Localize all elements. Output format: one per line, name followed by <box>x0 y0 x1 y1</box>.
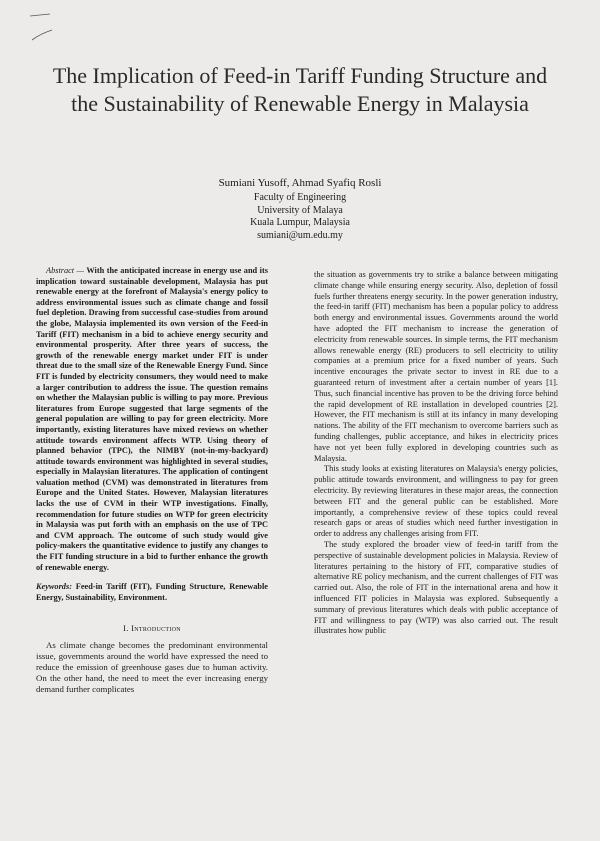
intro-paragraph-1: As climate change becomes the predominant environmental issue, governments around the world have expressed the need to reduce the emission of greenhouse gases due to human activity. On the other hand, the need to meet the ever increasing energy demand further complicates <box>36 640 268 694</box>
pen-scribble-mark <box>28 8 68 48</box>
right-paragraph-3: The study explored the broader view of feed-in tariff from the perspective of sustainable development policies in Malaysia. Review of literatures pertaining to the history of FIT, comparative studies of alternative RE policy mechanism, and the current challenges of FIT was carried out. Also, the role of FIT in the international arena and how it influenced FIT policies in Malaysia was explored. Subsequently a summary of previous literatures which deals with public acceptance of FIT and willingness to pay (WTP) was also carried out. The result illustrates how public <box>314 539 558 636</box>
right-column <box>314 270 558 637</box>
right-paragraph-2: This study looks at existing literatures on Malaysia's energy policies, public attitude towards environment, and willingness to pay for green electricity. By reviewing literatures in these major areas, the connection between FIT and the general public can be established. More importantly, a comprehensive review of these topics could reveal research gaps or areas of studies which need further investigation in order to address any challenges arising from FIT. <box>314 464 558 539</box>
right-paragraph-1: the situation as governments try to strike a balance between mitigating climate change while ensuring energy security. Also, depletion of fossil fuels further threatens energy security. In the power generation industry, the feed-in tariff (FIT) mechanism has been a popular policy to address both energy and environmental issues. Governments around the world have adopted the FIT mechanism to increase the generation of electricity from renewable sources. In simple terms, the FIT mechanism allows renewable energy (RE) producers to sell electricity to utility companies at a premium price for a fixed number of years. Such incentive encourages the private sector to invest in RE due to a guaranteed return of investment after a certain number of years [1]. Thus, such financial incentive has proven to be the driving force behind the rapid development of RE installation in developed countries [2]. However, the FIT mechanism is still at its infancy in many developing nations. The ability of the FIT mechanism to overcome barriers such as funding challenges, public acceptance, and hikes in electricity prices have not yet been fully explored in developing countries such as Malaysia. <box>314 270 558 463</box>
affiliation-city: Kuala Lumpur, Malaysia <box>250 217 350 228</box>
abstract-text: With the anticipated increase in energy use and its implication toward sustainable development, Malaysia has put renewable energy at the forefront of Malaysia's energy policy to address environmental issues such as climate change and fossil fuel depletion. Drawing from successful case-studies from around the globe, Malaysia implemented its own version of the Feed-in Tariff (FIT) mechanism in a bid to achieve energy security and environmental prosperity. After three years of success, the growth of the renewable energy market under FIT is under threat due to the small size of the Renewable Energy Fund. Since FIT is funded by electricity consumers, they would need to make a larger contribution to address the issue. The question remains on whether the Malaysian public is willing to pay more. Previous literatures from Europe suggested that large segments of the general population are willing to pay for green electricity. More importantly, existing literatures have mixed reviews on whether attitude towards environment affects WTP. Using theory of planned behavior (TPC), the NIMBY (not-in-my-backyard) attitude towards environment was highlighted in several studies, especially in Malaysian literatures. The application of contingent valuation method (CVM) was demonstrated in literatures from Europe and the United States. However, Malaysian literatures lacks the use of CVM in their WTP investigations. Finally, recommendation for future studies on WTP for green electricity in Malaysia was put forth with an emphasis on the use of TPC and CVM approach. The outcome of such study would give policy-makers the quantitative evidence to justify any changes to the FIT funding structure in a bid to further enhance the growth of renewable energy. <box>36 266 268 572</box>
paper-title: The Implication of Feed-in Tariff Funding Structure and the Sustainability of Renewable Energy in Malaysia <box>52 63 548 116</box>
author-names: Sumiani Yusoff, Ahmad Syafiq Rosli <box>218 177 382 189</box>
keywords-text: Feed-in Tariff (FIT), Funding Structure, Renewable Energy, Sustainability, Environment. <box>36 582 268 602</box>
abstract <box>36 266 268 573</box>
keywords-lead: Keywords: <box>36 582 72 592</box>
affiliation-faculty: Faculty of Engineering <box>253 192 347 203</box>
affiliation-university: University of Malaya <box>257 204 343 216</box>
author-email: sumiani@um.edu.my <box>257 229 343 241</box>
keywords <box>36 582 268 603</box>
section-heading-introduction: I. Introduction <box>123 623 181 634</box>
author-block <box>100 176 500 242</box>
left-column <box>36 266 268 695</box>
abstract-lead: Abstract — <box>46 266 85 275</box>
